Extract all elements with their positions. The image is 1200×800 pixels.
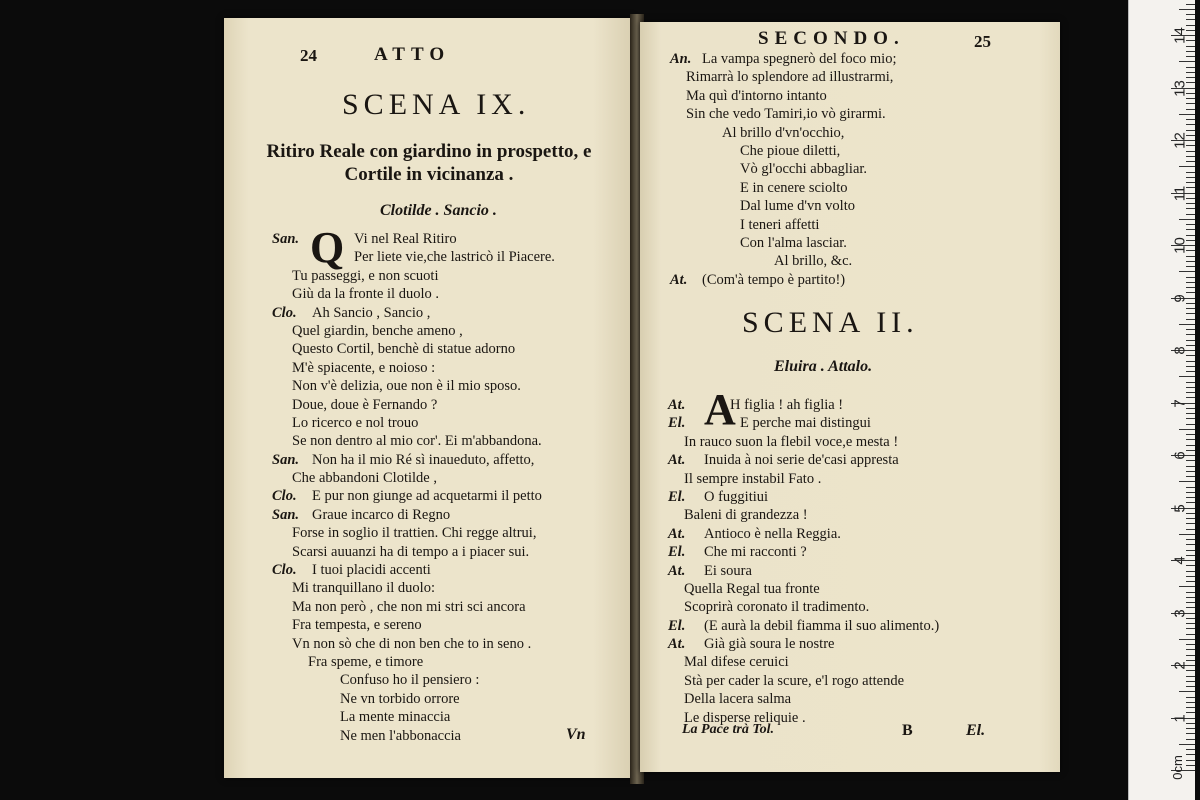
verse-line [272,598,632,616]
ruler-tick [1186,644,1195,645]
ruler-tick [1186,229,1195,230]
ruler-tick [1179,691,1195,692]
ruler-tick [1179,376,1195,377]
verse-line [668,653,1053,671]
ruler-tick [1186,214,1195,215]
verse-text: E in cenere sciolto [740,179,848,196]
verse-text: Stà per cader la scure, e'l rogo attende [684,672,905,689]
verse-text: Ne vn torbido orrore [340,690,460,707]
speaker-label: At. [668,397,686,413]
verse-text: Antioco è nella Reggia. [704,525,841,542]
ruler-tick [1186,439,1195,440]
ruler-tick [1186,208,1195,209]
verse-line [668,690,1053,708]
page-number-right: 25 [974,32,991,51]
verse-text: (E aurà la debil fiamma il suo alimento.) [704,617,940,634]
ruler-tick [1186,739,1195,740]
drop-cap-left: Q [310,223,345,272]
ruler-tick [1179,271,1195,272]
scene-title-left: SCENA IX. [342,88,531,121]
ruler-tick [1179,481,1195,482]
verse-line [272,635,632,653]
ruler-tick [1186,329,1195,330]
verse-line [272,322,632,340]
verse-line [272,506,632,524]
ruler-number: 4 [1171,556,1189,565]
verse-line [670,234,1050,252]
ruler-tick [1186,628,1195,629]
speaker-label: Clo. [272,304,297,321]
verse-line [670,160,1050,178]
ruler-tick [1186,334,1195,335]
ruler-tick [1179,639,1195,640]
ruler-number: 6 [1171,451,1189,460]
scene-title-right: SCENA II. [742,306,919,339]
verse-line [670,216,1050,234]
verse-text: Se non dentro al mio cor'. Ei m'abbandona. [292,433,542,450]
ruler-tick [1186,649,1195,650]
verse-line [668,672,1053,690]
verse-text: H figlia ! ah figlia ! [730,397,844,413]
ruler-number: 11 [1171,185,1189,201]
ruler-number: 13 [1171,79,1189,97]
ruler-tick [1186,523,1195,524]
ruler-number: 14 [1171,27,1189,44]
verse-text: Ma quì d'intorno intanto [686,87,827,104]
speaker-label: El. [668,488,686,505]
page-number-left: 24 [300,46,317,65]
ruler-tick [1186,686,1195,687]
verse-line [670,105,1050,123]
verse-text: Tu passeggi, e non scuoti [292,267,439,284]
speaker-label: At. [668,452,686,469]
verse-line [670,271,1050,289]
ruler-tick [1186,282,1195,283]
ruler-number: 9 [1171,293,1189,303]
verse-line [668,617,1053,635]
verse-text: Questo Cortil, benchè di statue adorno [292,341,516,358]
ruler-tick [1186,72,1195,73]
ruler-tick [1186,14,1195,15]
verse-text: Non ha il mio Ré sì inaueduto, affetto, [312,451,535,468]
speaker-label: At. [668,636,686,653]
verse-text: Dal lume d'vn volto [740,198,855,215]
verse-line [272,708,632,726]
ruler-tick [1186,424,1195,425]
verse-line [272,414,632,432]
verse-text: Che abbandoni Clotilde , [292,470,437,487]
ruler-tick [1186,172,1195,173]
verse-line [668,451,1053,469]
ruler-tick [1186,261,1195,262]
ruler-tick [1186,418,1195,419]
ruler-tick [1186,581,1195,582]
verse-line [272,543,632,561]
ruler-tick [1186,109,1195,110]
speaker-label: El. [668,415,686,432]
verse-line [668,433,1053,451]
verse-text: La vampa spegnerò del foco mio; [702,51,897,67]
verse-text: Scoprirà coronato il tradimento. [684,599,870,616]
verse-line [668,580,1053,598]
ruler-tick [1186,156,1195,157]
drop-cap-right: A [704,385,736,434]
ruler-tick [1186,765,1195,766]
ruler-tick [1186,67,1195,68]
verse-line [668,414,1053,432]
ruler-unit-label: 0cm [1169,755,1185,780]
verse-line [272,451,632,469]
ruler-tick [1186,681,1195,682]
verse-line [670,142,1050,160]
running-head-left: ATTO [374,44,451,65]
verse-text: Quella Regal tua fronte [684,580,820,597]
verse-line [272,653,632,671]
verse-text: E perche mai distingui [740,415,871,432]
verse-line [272,690,632,708]
ruler-tick [1186,319,1195,320]
speaker-label: San. [272,451,300,468]
ruler-tick [1186,313,1195,314]
ruler-tick [1179,744,1195,745]
speaker-label: An. [670,51,692,67]
ruler-tick [1179,166,1195,167]
ruler-tick [1186,434,1195,435]
verse-line [272,285,632,303]
verse-line [668,598,1053,616]
ruler-tick [1186,366,1195,367]
ruler-number: 7 [1171,398,1189,408]
verse-text: O fuggitiui [704,488,769,505]
verse-text: Vò gl'occhi abbagliar. [740,161,868,178]
verse-text: Già già soura le nostre [704,636,835,653]
ruler-tick [1186,224,1195,225]
ruler-number: 10 [1171,237,1189,254]
measurement-ruler [1128,0,1195,800]
verse-text: Non v'è delizia, oue non è il mio sposo. [292,378,521,395]
verse-line [670,87,1050,105]
speaker-label: At. [668,525,686,542]
verse-text: Inuida à noi serie de'casi appresta [704,452,899,469]
ruler-tick [1186,19,1195,20]
ruler-tick [1186,56,1195,57]
verse-text: Fra tempesta, e sereno [292,617,422,634]
ruler-tick [1186,387,1195,388]
verse-text: I tuoi placidi accenti [312,562,431,579]
verse-text: M'è spiacente, e noioso : [292,359,436,376]
verse-text: Giù da la fronte il duolo . [292,286,439,303]
ruler-number: 12 [1171,132,1189,149]
verse-line [272,487,632,505]
verse-text: In rauco suon la flebil voce,e mesta ! [684,433,899,450]
ruler-tick [1186,487,1195,488]
verse-line [670,197,1050,215]
verse-text: Che mi racconti ? [704,544,807,561]
speaker-label: At. [670,271,688,288]
verse-text: Al brillo, &c. [774,253,853,270]
ruler-tick [1186,634,1195,635]
setting-line-1: Ritiro Reale con giardino in prospetto, e [266,141,592,162]
verse-text: Sin che vedo Tamiri,io vò girarmi. [686,106,886,123]
ruler-tick [1186,733,1195,734]
verse-line [272,396,632,414]
ruler-tick [1186,4,1195,5]
catchword-right: El. [966,722,986,739]
ruler-tick [1186,124,1195,125]
speaker-label: Clo. [272,488,297,505]
verse-text: Rimarrà lo splendore ad illustrarmi, [686,69,894,86]
ruler-number: 2 [1171,661,1189,670]
verse-line [272,359,632,377]
speaker-label: El. [668,617,686,634]
verse-line [668,525,1053,543]
verse-line [670,50,1050,68]
ruler-number: 8 [1171,346,1189,355]
ruler-tick [1186,702,1195,703]
ruler-tick [1186,492,1195,493]
ruler-tick [1186,749,1195,750]
character-list-right: Eluira . Attalo. [774,358,873,375]
ruler-tick [1179,61,1195,62]
verse-block-right-bottom [668,396,1053,727]
catchword-left: Vn [566,726,586,743]
ruler-tick [1186,161,1195,162]
verse-text: Le disperse reliquie . [684,709,806,726]
ruler-number: 5 [1171,503,1189,513]
ruler-tick [1186,592,1195,593]
ruler-tick [1179,9,1195,10]
verse-line [272,377,632,395]
verse-text: Vn non sò che di non ben che to in seno . [292,635,532,652]
verse-text: Scarsi auuanzi ha di tempo a i piacer sui. [292,543,530,560]
verse-text: I teneri affetti [740,216,820,233]
speaker-label: San. [272,231,300,247]
verse-line [670,252,1050,270]
verse-line [670,124,1050,142]
verse-text: Mi tranquillano il duolo: [292,580,435,597]
character-list-left: Clotilde . Sancio . [380,202,497,219]
verse-text: Per liete vie,che lastricò il Piacere. [354,249,555,266]
right-page [640,22,1060,772]
ruler-tick [1186,119,1195,120]
ruler-tick [1179,586,1195,587]
verse-text: (Com'à tempo è partito!) [702,271,846,288]
verse-text: Confuso ho il pensiero : [340,672,480,689]
ruler-tick [1186,51,1195,52]
verse-text: Vi nel Real Ritiro [354,231,457,247]
verse-text: Mal difese ceruici [684,654,789,671]
ruler-tick [1186,277,1195,278]
verse-line [272,616,632,634]
verse-text: Fra speme, e timore [308,653,424,670]
verse-line [272,432,632,450]
speaker-label: Clo. [272,562,297,579]
ruler-number: 1 [1171,713,1189,723]
verse-text: Quel giardin, benche ameno , [292,322,463,339]
verse-line [668,488,1053,506]
verse-block-left [272,223,632,745]
verse-text: La mente minaccia [340,709,451,726]
verse-text: Con l'alma lasciar. [740,234,847,251]
ruler-tick [1186,103,1195,104]
verse-line [272,230,632,248]
ruler-tick [1186,544,1195,545]
verse-line [272,248,632,266]
verse-line [272,561,632,579]
ruler-tick [1186,529,1195,530]
verse-line [668,635,1053,653]
verse-line [272,524,632,542]
verse-line [668,470,1053,488]
verse-text: Che pioue diletti, [740,142,841,159]
verse-line [272,340,632,358]
verse-text: Graue incarco di Regno [312,506,451,523]
verse-line [668,543,1053,561]
verse-text: Lo ricerco e nol trouo [292,414,419,431]
ruler-tick [1179,534,1195,535]
verse-line [272,304,632,322]
verse-line [670,179,1050,197]
verse-text: Il sempre instabil Fato . [684,470,822,487]
ruler-tick [1179,324,1195,325]
ruler-tick [1186,266,1195,267]
verse-text: Forse in soglio il trattien. Chi regge altrui, [292,525,537,542]
verse-line [668,396,1053,414]
ruler-tick [1179,114,1195,115]
verse-line [272,267,632,285]
footer-signature-line: La Pace trà Tol. [682,722,775,737]
verse-block-right-top [670,50,1050,289]
ruler-tick [1186,539,1195,540]
ruler-tick [1186,177,1195,178]
setting-line-2: Cortile in vicinanza . [344,164,514,185]
ruler-tick [1186,760,1195,761]
ruler-tick [1186,382,1195,383]
verse-text: Ei soura [704,562,752,579]
setting-description [224,140,634,186]
left-page [224,18,634,778]
ruler-tick [1186,476,1195,477]
ruler-tick [1186,697,1195,698]
ruler-tick [1186,371,1195,372]
verse-line [670,68,1050,86]
verse-text: Ma non però , che non mi stri sci ancora [292,598,526,615]
speaker-label: At. [668,562,686,579]
verse-text: Al brillo d'vn'occhio, [722,124,845,141]
speaker-label: El. [668,544,686,561]
ruler-tick [1186,754,1195,755]
verse-line [272,469,632,487]
running-head-right: SECONDO. [758,28,905,49]
ruler-tick [1179,219,1195,220]
signature-mark: B [902,722,913,739]
verse-text: Ah Sancio , Sancio , [312,304,431,321]
verse-text: Doue, doue è Fernando ? [292,396,438,413]
verse-line [668,562,1053,580]
verse-line [272,671,632,689]
verse-line [668,506,1053,524]
ruler-tick [1179,429,1195,430]
speaker-label: San. [272,506,300,523]
ruler-number: 3 [1171,608,1189,618]
verse-line [272,579,632,597]
verse-text: Della lacera salma [684,691,792,708]
verse-text: E pur non giunge ad acquetarmi il petto [312,488,542,505]
verse-text: Ne men l'abbonaccia [340,727,461,744]
ruler-tick [1186,576,1195,577]
verse-text: Baleni di grandezza ! [684,507,808,524]
ruler-tick [1186,471,1195,472]
ruler-tick [1186,597,1195,598]
